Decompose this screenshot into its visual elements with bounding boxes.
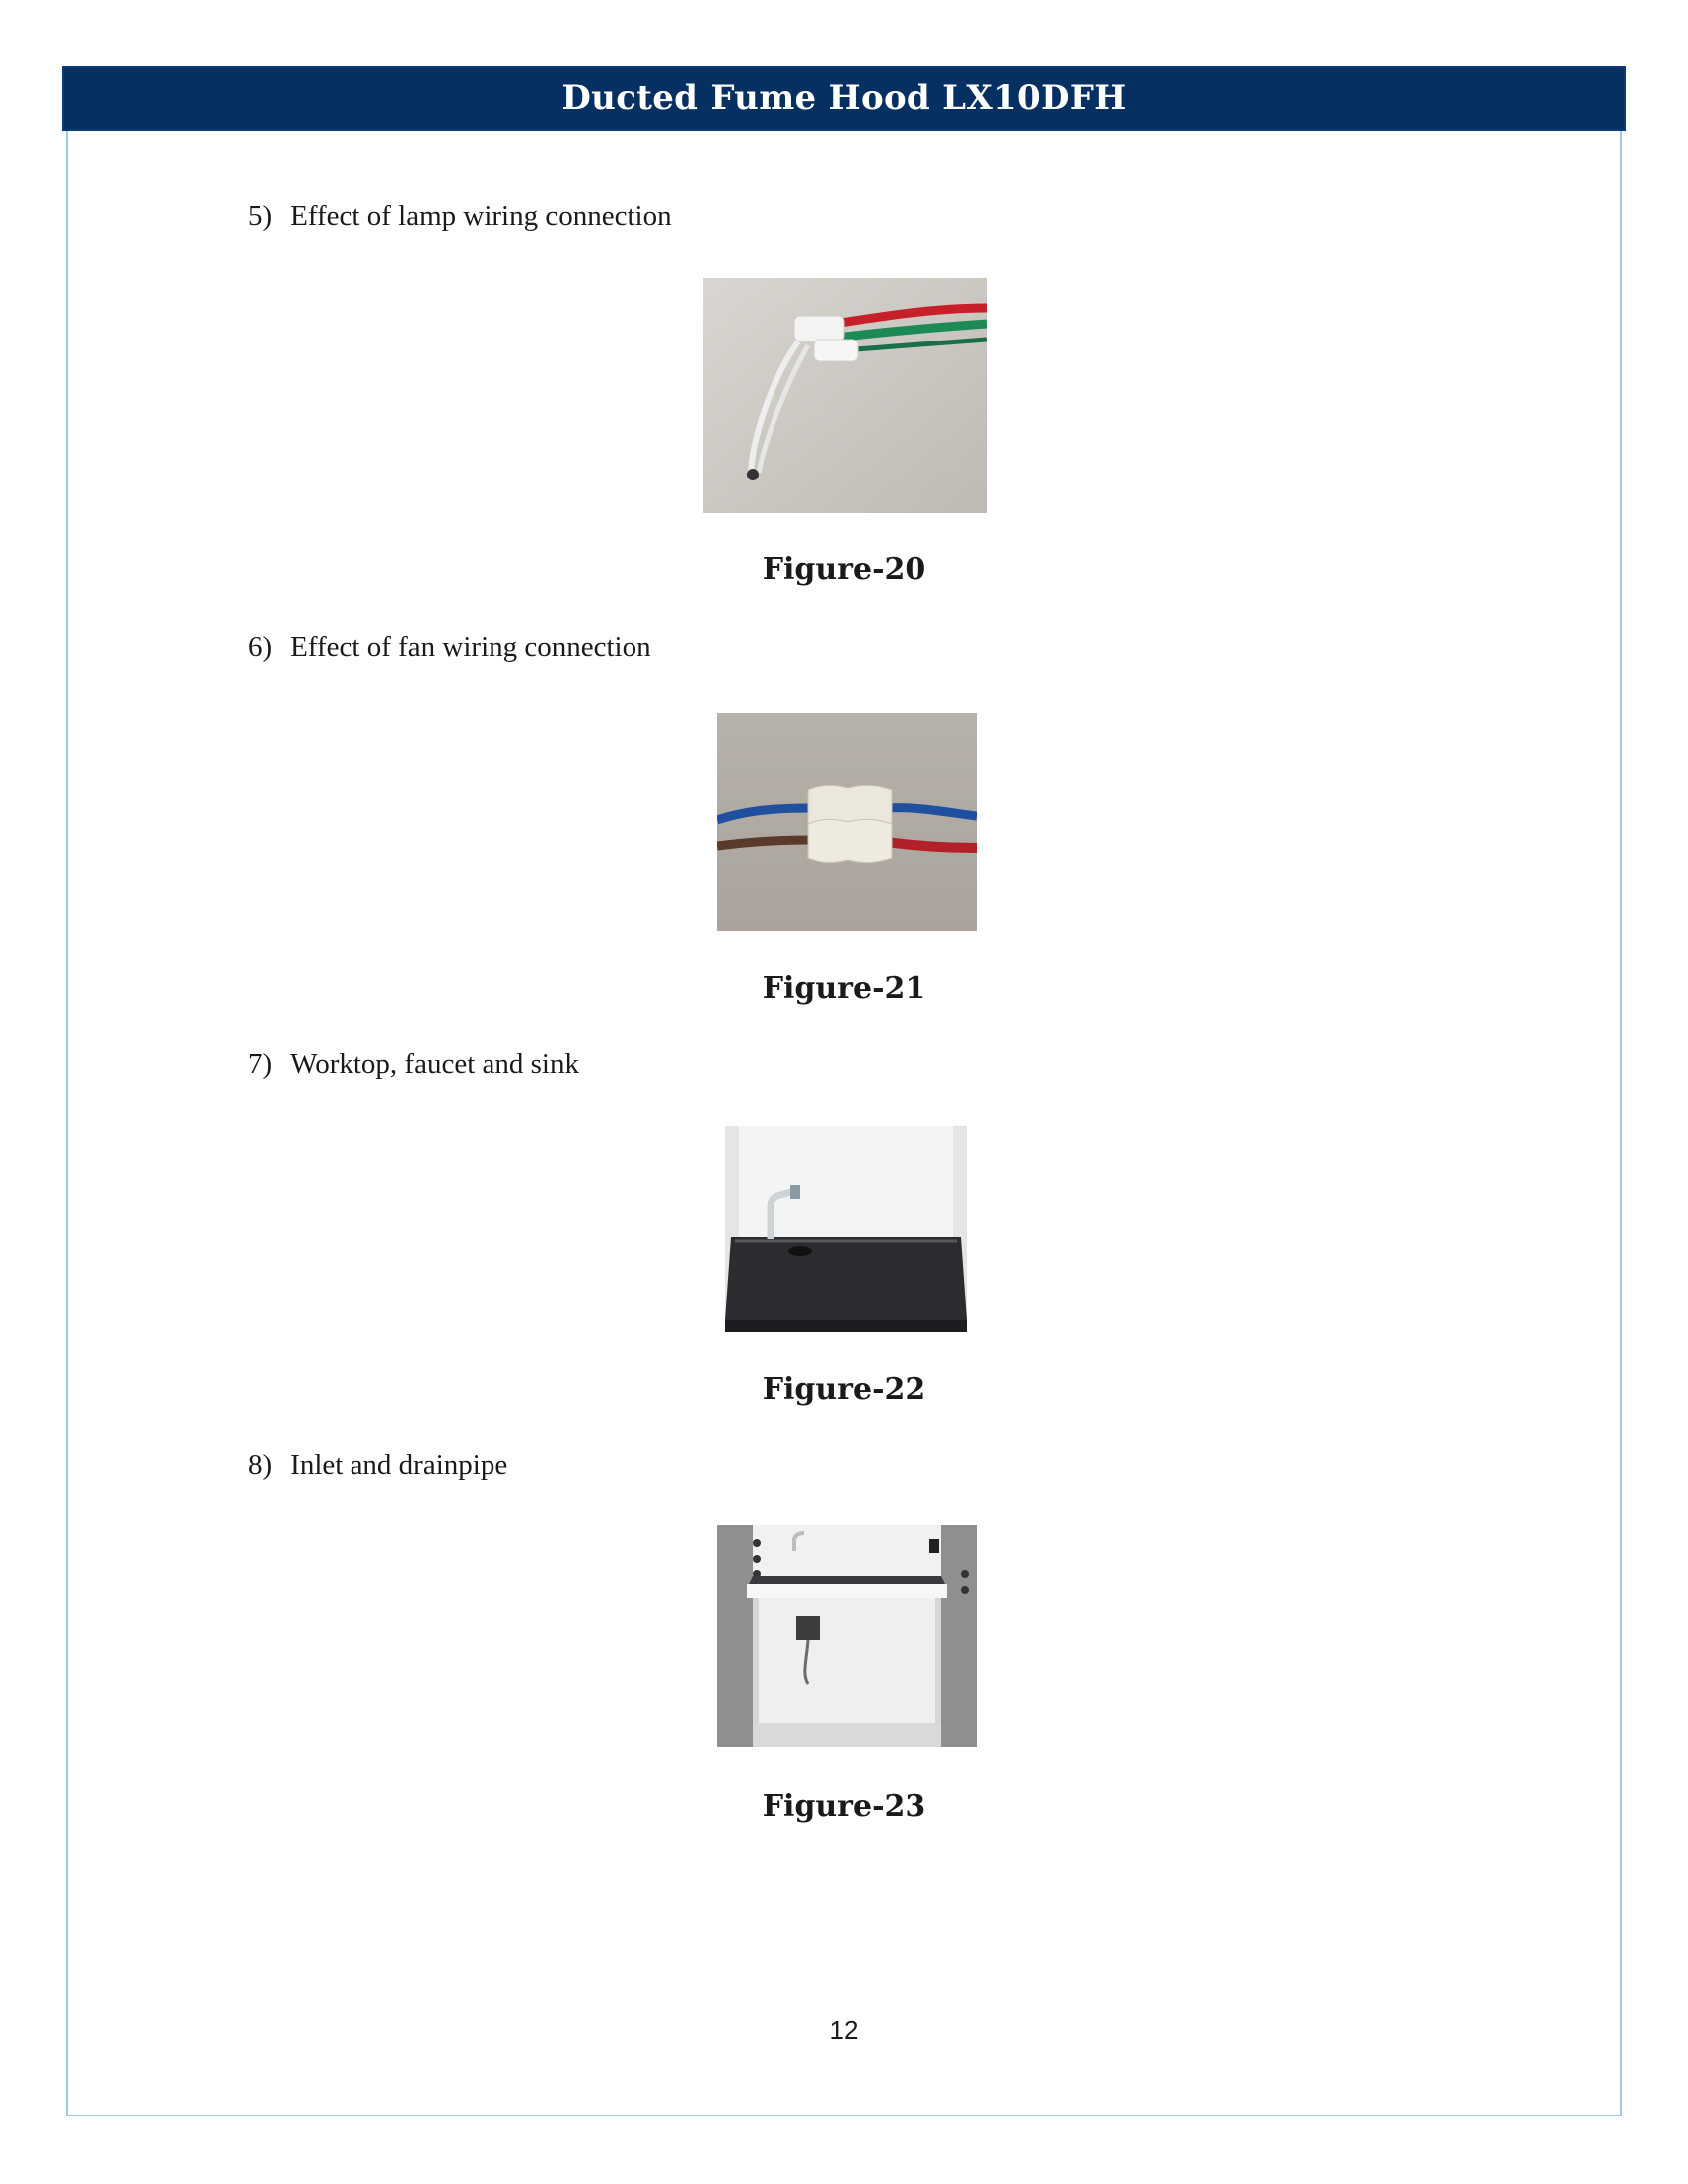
list-number: 8) [248,1449,273,1481]
figure-caption: Figure-21 [762,971,926,1006]
list-item-lamp-wiring [248,201,672,233]
list-text: Worktop, faucet and sink [290,1048,579,1080]
list-item-inlet-drainpipe [248,1449,507,1482]
fan-wiring-photo [717,713,977,931]
list-item-fan-wiring [248,631,651,664]
list-number: 5) [248,201,273,232]
list-item-worktop [248,1048,579,1081]
worktop-sink-photo [725,1126,967,1332]
inlet-drainpipe-photo [717,1525,977,1747]
figure-caption: Figure-23 [762,1789,926,1824]
list-text: Effect of lamp wiring connection [290,201,672,232]
header-bar [62,66,1626,131]
figure-caption: Figure-20 [762,552,926,587]
list-text: Effect of fan wiring connection [290,631,651,663]
list-text: Inlet and drainpipe [290,1449,508,1481]
document-title: Ducted Fume Hood LX10DFH [561,78,1127,118]
page-number: 12 [829,2015,859,2045]
lamp-wiring-photo [703,278,987,513]
figure-caption: Figure-22 [762,1372,926,1407]
list-number: 6) [248,631,273,663]
list-number: 7) [248,1048,273,1080]
